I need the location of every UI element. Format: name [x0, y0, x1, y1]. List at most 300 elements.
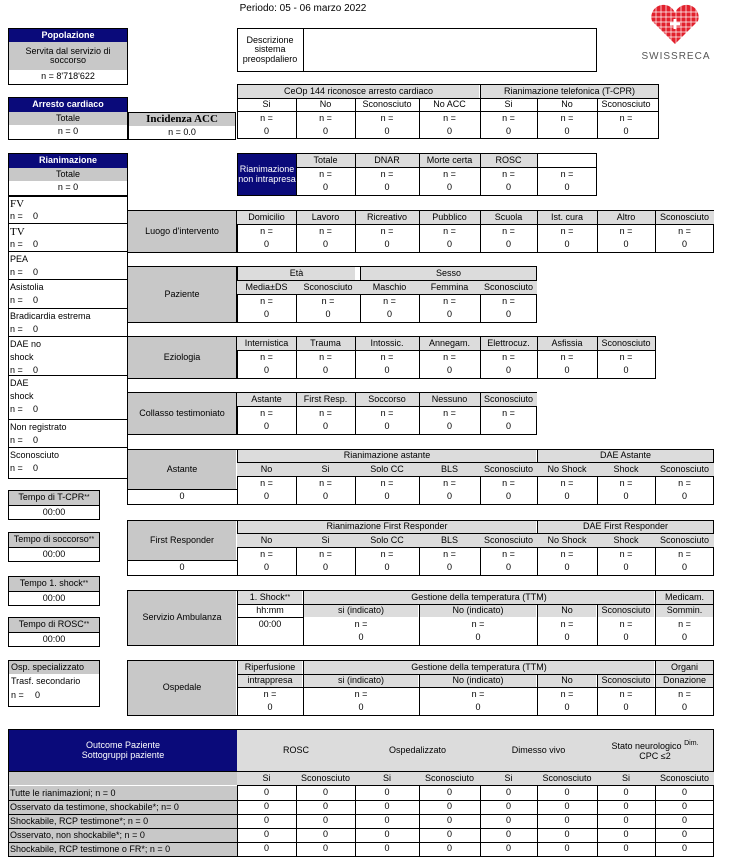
first-n: n =: [443, 548, 456, 559]
eziologia-n: n =: [443, 351, 456, 362]
outcome-sub: Si: [355, 772, 419, 785]
osp-n: n =: [471, 688, 485, 699]
luogo-value: 0: [505, 238, 511, 249]
osp-rip2: intrappresa: [238, 675, 302, 687]
outcome-value: 0: [564, 843, 570, 854]
first-col: Sconosciuto: [480, 534, 537, 547]
outcome-value: 0: [564, 829, 570, 840]
popolazione-served: Servita dal servizio di soccorso: [9, 42, 127, 70]
first-col: Solo CC: [355, 534, 419, 547]
collasso-n: n =: [319, 407, 332, 418]
osp-value: 0: [358, 701, 364, 712]
time-label-text: Tempo 1. shock: [19, 578, 83, 589]
outcome-value: 0: [681, 829, 687, 840]
ria-non-value: 0: [384, 181, 390, 192]
outcome-value: 0: [446, 787, 452, 798]
luogo-col: Lavoro: [296, 211, 355, 224]
luogo-value: 0: [623, 238, 629, 249]
rhythm-line: Non registrato: [10, 422, 67, 432]
first-value: 0: [623, 561, 629, 572]
stato-label: Stato neurologico: [611, 741, 682, 752]
osp-spec-trasf: Trasf. secondario: [11, 676, 81, 686]
outcome-value: 0: [505, 787, 511, 798]
ceop-value: 0: [322, 125, 328, 136]
first-col: Si: [296, 534, 355, 547]
first-n: n =: [260, 548, 273, 559]
luogo-col: Scuola: [480, 211, 537, 224]
luogo-n: n =: [678, 225, 691, 236]
ria-non-col: Totale: [296, 154, 355, 167]
eziologia-n: n =: [380, 351, 394, 362]
first-value: 0: [564, 561, 570, 572]
amb-value: 0: [358, 631, 364, 642]
collasso-value: 0: [263, 420, 269, 431]
osp-spec-v: 0: [35, 690, 41, 700]
luogo-col: Ist. cura: [537, 211, 597, 224]
incidenza-label: Incidenza ACC: [129, 113, 235, 126]
tcpr-col: Sconosciuto: [601, 99, 651, 110]
osp-org2: Donazione: [656, 675, 713, 687]
rhythm-value: 0: [33, 267, 39, 277]
rhythm-box: [8, 196, 128, 479]
osp-n: n =: [619, 688, 633, 699]
rule: [8, 591, 100, 592]
rule: [8, 419, 128, 420]
luogo-value: 0: [322, 238, 328, 249]
osp-n: n =: [263, 688, 277, 699]
outcome-value: 0: [505, 829, 511, 840]
incidenza-value: n = 0.0: [168, 126, 196, 137]
eziologia-value: 0: [384, 364, 390, 375]
ceop-n: n =: [560, 112, 574, 123]
eziologia-col: Trauma: [296, 337, 355, 350]
ceop-n: n =: [443, 112, 456, 123]
outcome-sub: Si: [597, 772, 655, 785]
arresto-n: n = 0: [57, 126, 79, 137]
rhythm-line: FV: [10, 198, 25, 210]
outcome-value: 0: [681, 787, 687, 798]
time-star: **: [88, 536, 95, 544]
paziente-n: n =: [443, 295, 456, 306]
stato-sup: Dim.: [684, 740, 699, 748]
outcome-value: 0: [623, 801, 629, 812]
amb-n: n =: [560, 618, 574, 629]
ria-non-n: n =: [380, 168, 394, 179]
outcome-title: [9, 730, 237, 771]
ambulanza-label: Servizio Ambulanza: [128, 591, 236, 645]
outcome-value: 0: [263, 843, 269, 854]
paziente-value: 0: [325, 308, 331, 319]
ceop-title: CeOp 144 riconosce arresto cardiaco: [238, 85, 479, 98]
tcpr-col: No: [561, 99, 573, 110]
osp-no: No: [538, 675, 596, 687]
astante-col: Sconosciuto: [480, 463, 537, 476]
astante-n: n =: [502, 477, 515, 488]
collasso-label: Collasso testimoniato: [128, 393, 236, 434]
amb-si: si (indicato): [304, 605, 418, 617]
outcome-value: 0: [505, 843, 511, 854]
amb-value: 0: [681, 631, 687, 642]
outcome-group: Ospedalizzato: [355, 730, 480, 771]
eziologia-col: Elettrocuz.: [480, 337, 537, 350]
collasso-n: n =: [502, 407, 515, 418]
collasso-col: Nessuno: [419, 393, 480, 406]
astante-n: n =: [560, 477, 574, 488]
astante-value: 0: [446, 490, 452, 501]
ria-non-col: Morte certa: [419, 154, 480, 167]
astante-n: n =: [380, 477, 394, 488]
ceop-n: n =: [619, 112, 633, 123]
rhythm-value: 0: [33, 239, 39, 249]
rule: [8, 251, 128, 252]
outcome-sub: Sconosciuto: [655, 772, 714, 785]
rhythm-value: 0: [33, 404, 39, 414]
outcome-value: 0: [322, 829, 328, 840]
ceop-col: Sconosciuto: [362, 99, 412, 110]
rule: [8, 814, 714, 815]
luogo-value: 0: [384, 238, 390, 249]
outcome-row-label: Shockabile, RCP testimone*; n = 0: [9, 814, 237, 828]
heart-logo-icon: [648, 4, 702, 46]
osp-value: 0: [564, 701, 570, 712]
ria-non-label: Rianimazione non intrapresa: [238, 154, 296, 195]
paziente-value: 0: [263, 308, 269, 319]
astante-n: n =: [443, 477, 456, 488]
first-n: n =: [380, 548, 394, 559]
first-col: No Shock: [537, 534, 597, 547]
rhythm-line: n =: [10, 239, 23, 249]
astante-g2: DAE Astante: [538, 450, 713, 462]
ospedale-label: Ospedale: [128, 661, 236, 715]
rhythm-line: n =: [10, 211, 23, 221]
tcpr-title: Rianimazione telefonica (T-CPR): [481, 85, 658, 98]
osp-org1: Organi: [656, 661, 713, 674]
luogo-col: Ricreativo: [355, 211, 419, 224]
rule: [8, 336, 128, 337]
astante-g1: Rianimazione astante: [238, 450, 536, 462]
time-label-text: Tempo di ROSC: [18, 619, 84, 630]
first-col: Shock: [597, 534, 655, 547]
first-n: n =: [560, 548, 574, 559]
ria-non-value: 0: [322, 181, 328, 192]
outcome-value: 0: [564, 801, 570, 812]
rhythm-line: PEA: [10, 254, 29, 264]
osp-spec-title: Osp. specializzato: [9, 661, 99, 674]
eziologia-value: 0: [623, 364, 629, 375]
outcome-title1: Outcome Paziente: [85, 740, 161, 751]
outcome-sub: Sconosciuto: [296, 772, 355, 785]
first-col: Sconosciuto: [655, 534, 714, 547]
outcome-value: 0: [384, 843, 390, 854]
outcome-sub: Sconosciuto: [537, 772, 597, 785]
rhythm-line: n =: [10, 365, 23, 375]
ceop-value: 0: [623, 125, 629, 136]
paziente-value: 0: [386, 308, 392, 319]
paziente-col: Sconosciuto: [480, 281, 537, 294]
rhythm-line: Bradicardia estrema: [10, 311, 91, 321]
popolazione-title: Popolazione: [9, 29, 127, 42]
rianimazione-title: Rianimazione: [9, 154, 127, 168]
outcome-value: 0: [322, 787, 328, 798]
outcome-value: 0: [263, 829, 269, 840]
ria-non-value: 0: [505, 181, 511, 192]
rianimazione-totale: Totale: [9, 168, 127, 181]
osp-noind: No (indicato): [420, 675, 536, 687]
rhythm-line: DAE no: [10, 339, 42, 349]
first-g1: Rianimazione First Responder: [238, 521, 536, 533]
astante-n: n =: [319, 477, 332, 488]
stato-cpc: CPC ≤2: [639, 750, 671, 761]
rhythm-line: n =: [10, 404, 23, 414]
first-n: n =: [678, 548, 691, 559]
ria-non-n: n =: [560, 168, 574, 179]
outcome-sub-blank: [9, 772, 237, 785]
first-col: BLS: [419, 534, 480, 547]
first-value: 0: [322, 561, 328, 572]
outcome-value: 0: [263, 801, 269, 812]
first-col: No: [237, 534, 296, 547]
ria-non-n: n =: [319, 168, 332, 179]
first-n: n =: [619, 548, 633, 559]
rhythm-value: 0: [33, 295, 39, 305]
outcome-sub: Sconosciuto: [419, 772, 480, 785]
ria-non-col: ROSC: [480, 154, 537, 167]
paziente-col: Femmina: [419, 281, 480, 294]
osp-si: si (indicato): [304, 675, 418, 687]
collasso-value: 0: [446, 420, 452, 431]
osp-value: 0: [681, 701, 687, 712]
amb-med1: Medicam.: [656, 591, 713, 604]
collasso-value: 0: [505, 420, 511, 431]
luogo-value: 0: [681, 238, 687, 249]
paziente-eta: Età: [238, 267, 355, 280]
luogo-col: Pubblico: [419, 211, 480, 224]
outcome-value: 0: [322, 801, 328, 812]
luogo-n: n =: [502, 225, 515, 236]
astante-value: 0: [384, 490, 390, 501]
astante-n: n =: [678, 477, 691, 488]
time-star: **: [83, 621, 90, 629]
luogo-label: Luogo d'intervento: [128, 211, 236, 252]
eziologia-col: Annegam.: [419, 337, 480, 350]
rhythm-value: 0: [33, 435, 39, 445]
ria-non-value: 0: [564, 181, 570, 192]
outcome-row-label: Tutte le rianimazioni; n = 0: [9, 786, 237, 800]
astante-col: Solo CC: [355, 463, 419, 476]
eziologia-label: Eziologia: [128, 337, 236, 378]
osp-ttm: Gestione della temperatura (TTM): [304, 661, 654, 674]
eziologia-col: Intossic.: [355, 337, 419, 350]
collasso-col: Sconosciuto: [480, 393, 537, 406]
astante-col: No: [237, 463, 296, 476]
first-value: 0: [384, 561, 390, 572]
rianimazione-n: n = 0: [57, 182, 79, 193]
rhythm-line: n =: [10, 463, 23, 473]
outcome-value: 0: [623, 829, 629, 840]
outcome-value: 0: [263, 815, 269, 826]
outcome-value: 0: [263, 787, 269, 798]
rhythm-value: 0: [33, 324, 39, 334]
tcpr-col: Si: [504, 99, 513, 110]
collasso-value: 0: [384, 420, 390, 431]
ceop-col: No: [319, 99, 332, 110]
outcome-row-label: Shockabile, RCP testimone o FR*; n = 0: [9, 842, 237, 856]
outcome-value: 0: [681, 801, 687, 812]
rhythm-line: shock: [10, 391, 34, 401]
rhythm-line: TV: [10, 226, 25, 238]
rhythm-line: shock: [10, 352, 34, 362]
luogo-n: n =: [319, 225, 332, 236]
collasso-col: First Resp.: [296, 393, 355, 406]
rhythm-line: n =: [10, 295, 23, 305]
collasso-n: n =: [443, 407, 456, 418]
outcome-title2: Sottogruppi paziente: [81, 749, 165, 760]
eziologia-n: n =: [502, 351, 515, 362]
collasso-col: Astante: [237, 393, 296, 406]
osp-value: 0: [267, 701, 273, 712]
rule: [8, 279, 128, 280]
outcome-value: 0: [446, 801, 452, 812]
outcome-sub: Si: [237, 772, 296, 785]
luogo-n: n =: [260, 225, 273, 236]
collasso-n: n =: [260, 407, 273, 418]
luogo-value: 0: [263, 238, 269, 249]
ceop-value: 0: [263, 125, 269, 136]
luogo-n: n =: [560, 225, 574, 236]
luogo-value: 0: [446, 238, 452, 249]
eziologia-value: 0: [505, 364, 511, 375]
luogo-n: n =: [380, 225, 394, 236]
eziologia-value: 0: [564, 364, 570, 375]
amb-hhmm: hh:mm: [256, 605, 284, 616]
eziologia-n: n =: [319, 351, 332, 362]
outcome-value: 0: [322, 815, 328, 826]
rule: [8, 632, 100, 633]
eziologia-value: 0: [446, 364, 452, 375]
amb-med2: Sommin.: [656, 605, 713, 617]
astante-col: Si: [296, 463, 355, 476]
paziente-label: Paziente: [128, 267, 236, 322]
eziologia-n: n =: [260, 351, 273, 362]
outcome-value: 0: [623, 815, 629, 826]
first-value: 0: [179, 562, 185, 573]
time-value: 00:00: [42, 592, 66, 603]
rhythm-value: 0: [33, 365, 39, 375]
time-value: 00:00: [42, 506, 66, 517]
rule: [8, 800, 714, 801]
outcome-value: 0: [681, 843, 687, 854]
time-star: **: [82, 580, 89, 588]
astante-col: No Shock: [537, 463, 597, 476]
descrizione-label: Descrizione sistema preospdaliero: [242, 34, 298, 64]
osp-n: n =: [354, 688, 368, 699]
eziologia-n: n =: [560, 351, 574, 362]
rule: [8, 547, 100, 548]
amb-n: n =: [471, 618, 485, 629]
ria-non-col: DNAR: [355, 154, 419, 167]
eziologia-value: 0: [322, 364, 328, 375]
rhythm-value: 0: [33, 463, 39, 473]
amb-time: 00:00: [258, 619, 282, 630]
osp-spec-n: n =: [11, 690, 24, 700]
amb-shock-label: 1. Shock: [249, 591, 285, 602]
first-g2: DAE First Responder: [538, 521, 713, 533]
outcome-value: 0: [384, 787, 390, 798]
outcome-value: 0: [384, 815, 390, 826]
astante-value: 0: [564, 490, 570, 501]
osp-value: 0: [623, 701, 629, 712]
luogo-value: 0: [564, 238, 570, 249]
first-value: 0: [446, 561, 452, 572]
luogo-col: Altro: [597, 211, 655, 224]
astante-label: Astante: [128, 450, 236, 489]
ceop-value: 0: [384, 125, 390, 136]
amb-n: n =: [619, 618, 633, 629]
astante-n: n =: [260, 477, 273, 488]
ceop-n: n =: [502, 112, 515, 123]
time-label-text: Tempo di T-CPR: [18, 492, 85, 503]
astante-col: Sconosciuto: [655, 463, 714, 476]
paziente-n: n =: [502, 295, 515, 306]
amb-shock: [238, 591, 302, 604]
osp-n: n =: [560, 688, 574, 699]
outcome-row-label: Osservato, non shockabile*; n = 0: [9, 828, 237, 842]
osp-n: n =: [678, 688, 691, 699]
ria-non-n: n =: [502, 168, 515, 179]
amb-noind: No (indicato): [420, 605, 536, 617]
amb-value: 0: [564, 631, 570, 642]
collasso-n: n =: [380, 407, 394, 418]
collasso-col: Soccorso: [355, 393, 419, 406]
outcome-stato: [597, 730, 713, 771]
rhythm-line: n =: [10, 324, 23, 334]
first-n: n =: [319, 548, 332, 559]
paziente-sesso: Sesso: [361, 267, 536, 280]
astante-value: 0: [505, 490, 511, 501]
astante-value: 0: [263, 490, 269, 501]
outcome-value: 0: [384, 801, 390, 812]
paziente-col: Sconosciuto: [296, 281, 360, 294]
ria-non-n: n =: [443, 168, 456, 179]
rule: [8, 375, 128, 376]
outcome-value: 0: [446, 843, 452, 854]
astante-col: BLS: [419, 463, 480, 476]
outcome-value: 0: [384, 829, 390, 840]
ceop-n: n =: [260, 112, 273, 123]
ceop-col: Si: [262, 99, 271, 110]
rhythm-line: Asistolia: [10, 282, 44, 292]
arresto-title: Arresto cardiaco: [9, 98, 127, 112]
rhythm-line: DAE: [10, 378, 29, 388]
rule: [8, 842, 714, 843]
outcome-value: 0: [505, 815, 511, 826]
astante-value: 0: [623, 490, 629, 501]
amb-sc: Sconosciuto: [598, 605, 654, 617]
rhythm-line: Sconosciuto: [10, 450, 60, 460]
osp-value: 0: [475, 701, 481, 712]
rule: [8, 828, 714, 829]
astante-col: Shock: [597, 463, 655, 476]
luogo-n: n =: [443, 225, 456, 236]
amb-no: No: [538, 605, 596, 617]
outcome-sub: Si: [480, 772, 537, 785]
osp-sc: Sconosciuto: [598, 675, 654, 687]
amb-value: 0: [475, 631, 481, 642]
luogo-n: n =: [619, 225, 633, 236]
outcome-value: 0: [681, 815, 687, 826]
first-value: 0: [681, 561, 687, 572]
osp-rip1: Riperfusione: [238, 661, 302, 674]
